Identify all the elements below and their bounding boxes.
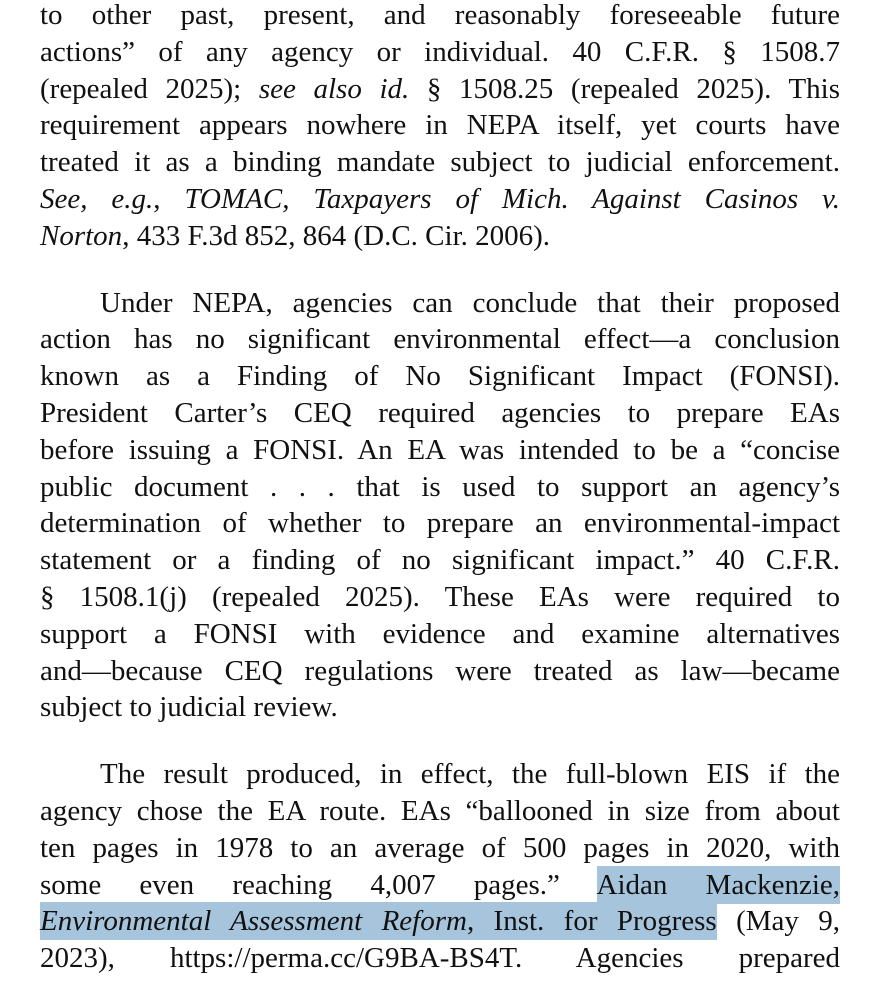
italic-citation-text: see also id.	[258, 72, 410, 105]
text-line	[40, 321, 840, 358]
text-line	[40, 940, 840, 977]
text-run: support a FONSI with evidence and examine alternatives	[40, 617, 840, 650]
text-run: ,	[153, 182, 185, 215]
text-line	[40, 689, 840, 726]
text-line	[40, 34, 840, 71]
text-line	[40, 653, 840, 690]
text-line	[40, 395, 840, 432]
paragraph	[40, 756, 840, 977]
text-line	[40, 469, 840, 506]
text-run: (repealed 2025);	[40, 72, 259, 105]
text-line	[40, 285, 840, 322]
text-run: subject to judicial review.	[40, 691, 338, 724]
text-run: known as a Finding of No Significant Impact (FONSI).	[40, 360, 840, 393]
paragraph	[40, 0, 840, 255]
text-line	[40, 358, 840, 395]
text-line	[40, 181, 840, 218]
text-line	[40, 579, 840, 616]
text-run: statement or a finding of no significant impact.” 40 C.F.R.	[40, 544, 840, 577]
text-run: and—because CEQ regulations were treated as law—became	[40, 654, 840, 687]
text-line	[40, 903, 840, 940]
text-line	[40, 793, 840, 830]
text-run: , 433 F.3d 852, 864 (D.C. Cir. 2006).	[122, 219, 551, 252]
text-line	[40, 144, 840, 181]
text-line	[40, 432, 840, 469]
text-line	[40, 71, 840, 108]
text-run: § 1508.1(j) (repealed 2025). These EAs were required to	[40, 580, 840, 613]
text-run: (May 9,	[716, 905, 840, 938]
highlighted-text: Environmental Assessment Reform	[40, 902, 467, 940]
text-line	[40, 867, 840, 904]
text-run: public document . . . that is used to support an agency’s	[40, 470, 840, 503]
text-run: President Carter’s CEQ required agencies to prepare EAs	[40, 396, 840, 429]
text-line	[40, 756, 840, 793]
italic-citation-text: See, e.g.	[40, 182, 154, 215]
text-run: to other past, present, and reasonably foreseeable future	[40, 0, 840, 31]
text-run: Under NEPA, agencies can conclude that their proposed	[100, 286, 840, 319]
text-line	[40, 542, 840, 579]
text-line	[40, 218, 840, 255]
italic-citation-text: TOMAC, Taxpayers of Mich. Against Casinos v.	[184, 182, 841, 215]
text-run: action has no significant environmental effect—a conclusion	[40, 323, 840, 356]
highlighted-text: Aidan Mackenzie,	[597, 866, 841, 904]
highlighted-text: , Inst. for Progress	[467, 902, 717, 940]
document-page	[40, 0, 840, 1007]
text-line	[40, 0, 840, 34]
text-run: ten pages in 1978 to an average of 500 pages in 2020, with	[40, 831, 840, 864]
text-line	[40, 505, 840, 542]
text-run: requirement appears nowhere in NEPA itself, yet courts have	[40, 109, 840, 142]
text-run: treated it as a binding mandate subject to judicial enforcement.	[40, 146, 840, 179]
text-line	[40, 107, 840, 144]
text-run: before issuing a FONSI. An EA was intended to be a “concise	[40, 433, 840, 466]
italic-citation-text: Norton	[40, 219, 123, 252]
text-run: determination of whether to prepare an environmental-impact	[40, 507, 840, 540]
paragraph	[40, 285, 840, 727]
text-run: § 1508.25 (repealed 2025). This	[409, 72, 840, 105]
text-line	[40, 616, 840, 653]
text-run: some even reaching 4,007 pages.”	[40, 868, 597, 901]
text-run: agency chose the EA route. EAs “ballooned in size from about	[40, 794, 840, 827]
text-run: 2023), https://perma.cc/G9BA-BS4T. Agencies prepared	[40, 942, 840, 975]
text-run: The result produced, in effect, the full-blown EIS if the	[100, 758, 840, 791]
text-run: actions” of any agency or individual. 40 C.F.R. § 1508.7	[40, 35, 840, 68]
text-line	[40, 830, 840, 867]
